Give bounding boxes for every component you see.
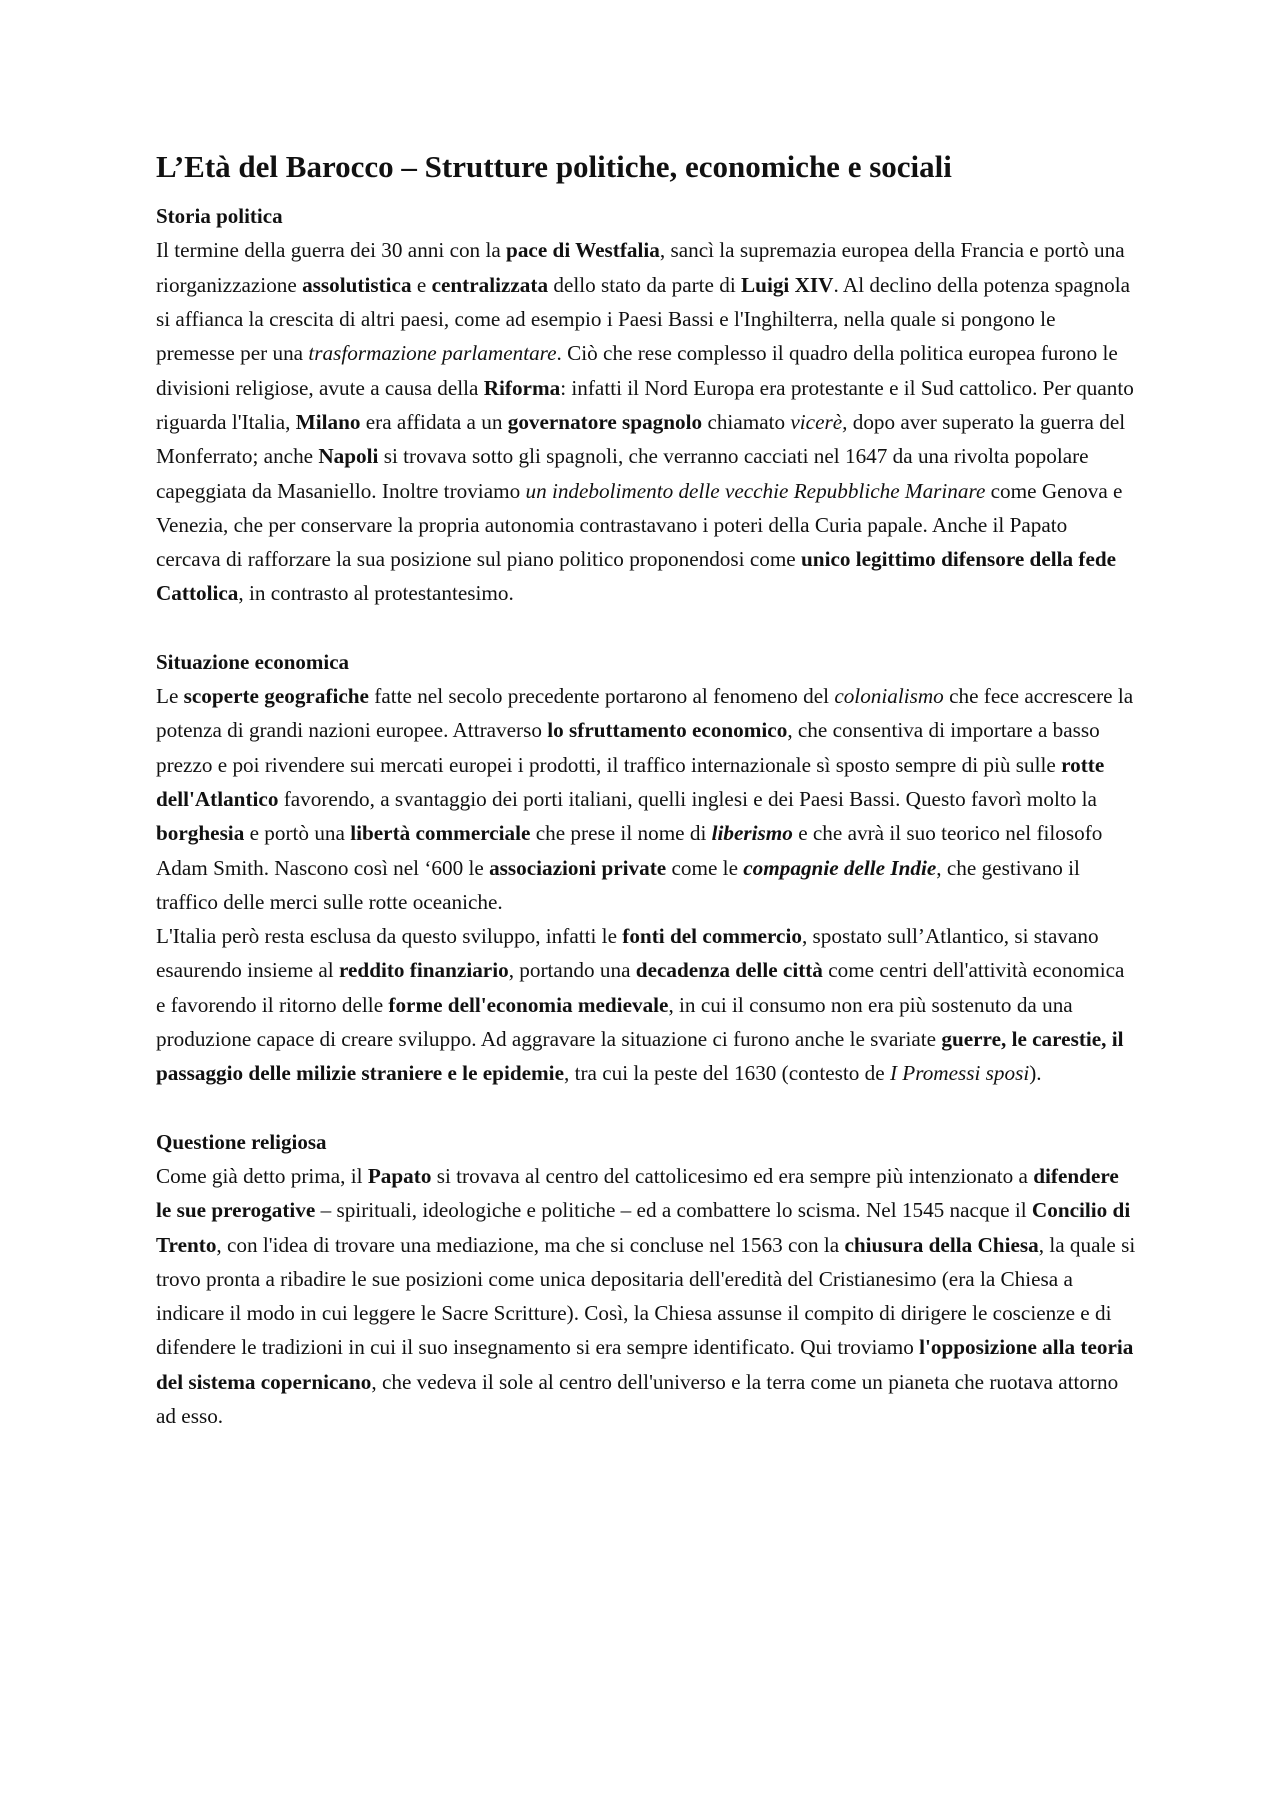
body-text: , in contrasto al protestantesimo. bbox=[238, 581, 514, 606]
bold-text: libertà commerciale bbox=[350, 821, 531, 846]
section-storia-politica bbox=[156, 199, 1136, 611]
document-title: L’Età del Barocco – Strutture politiche, economiche e sociali bbox=[156, 149, 952, 184]
body-text: , tra cui la peste del 1630 (contesto de bbox=[563, 1061, 890, 1086]
italic-text: I Promessi sposi bbox=[889, 1061, 1030, 1086]
body-text: : infatti il Nord Europa era protestante e il Sud cattolico. Per quanto riguarda l'Italia, bbox=[156, 375, 1134, 434]
bold-text: assolutistica bbox=[302, 272, 412, 297]
document-page bbox=[156, 148, 1136, 1467]
bold-italic-text: liberismo bbox=[711, 821, 793, 846]
body-text: e bbox=[411, 272, 432, 297]
body-text: si trovava sotto gli spagnoli, che verranno cacciati nel 1647 da una rivolta popolare capeggiata da Masaniello. Inoltre troviamo bbox=[156, 444, 1089, 503]
section-paragraph bbox=[156, 233, 1136, 610]
body-text: , con l'idea di trovare una mediazione, ma che si concluse nel 1563 con la bbox=[216, 1232, 845, 1257]
italic-text: colonialismo bbox=[834, 684, 944, 709]
bold-text: guerre, le carestie, il passaggio delle milizie straniere e le epidemie bbox=[156, 1027, 1124, 1086]
section-heading: Situazione economica bbox=[156, 649, 350, 674]
body-text: , in cui il consumo non era più sostenuto da una produzione capace di creare sviluppo. Ad aggravare la situazione ci furono anche le svariate bbox=[156, 992, 1073, 1052]
body-text: dello stato da parte di bbox=[548, 272, 742, 297]
body-text: e portò una bbox=[244, 821, 351, 846]
bold-text: l'opposizione alla teoria del sistema copernicano bbox=[156, 1335, 1134, 1394]
section-paragraph bbox=[156, 1159, 1136, 1433]
body-text: come le bbox=[666, 855, 744, 880]
bold-text: fonti del commercio bbox=[622, 924, 802, 949]
body-text: che fece accrescere la potenza di grandi nazioni europee. Attraverso bbox=[156, 684, 1134, 743]
body-text: favorendo, a svantaggio dei porti italiani, quelli inglesi e dei Paesi Bassi. Questo favorì molto la bbox=[278, 786, 1097, 811]
body-text: era affidata a un bbox=[360, 409, 508, 434]
bold-text: centralizzata bbox=[431, 272, 549, 297]
bold-italic-text: compagnie delle Indie bbox=[743, 855, 937, 880]
body-text: , che vedeva il sole al centro dell'universo e la terra come un pianeta che ruotava attorno ad esso. bbox=[156, 1369, 1119, 1428]
body-text: , spostato sull’Atlantico, si stavano esaurendo insieme al bbox=[156, 924, 1099, 983]
body-text: . Ciò che rese complesso il quadro della politica europea furono le divisioni religiose, avute a causa della bbox=[156, 341, 1118, 400]
body-text: – spirituali, ideologiche e politiche – ed a combattere lo scisma. Nel 1545 nacque il bbox=[315, 1198, 1032, 1223]
section-situazione-economica bbox=[156, 645, 1136, 1091]
body-text: ). bbox=[1029, 1061, 1042, 1086]
body-text: e che avrà il suo teorico nel filosofo Adam Smith. Nascono così nel ‘600 le bbox=[156, 821, 1103, 880]
bold-text: Milano bbox=[295, 409, 361, 434]
bold-text: Concilio di Trento bbox=[156, 1198, 1131, 1257]
bold-text: unico legittimo difensore della fede Cattolica bbox=[156, 547, 1117, 606]
bold-text: Luigi XIV bbox=[741, 272, 834, 297]
bold-text: pace di Westfalia bbox=[506, 238, 660, 263]
body-text: chiamato bbox=[702, 409, 791, 434]
italic-text: un indebolimento delle vecchie Repubbliche Marinare bbox=[525, 478, 986, 503]
bold-text: borghesia bbox=[156, 821, 245, 846]
bold-text: chiusura della Chiesa bbox=[844, 1232, 1039, 1257]
bold-text: reddito finanziario bbox=[338, 958, 509, 983]
body-text: L'Italia però resta esclusa da questo sviluppo, infatti le bbox=[156, 924, 623, 949]
body-text: che prese il nome di bbox=[530, 821, 712, 846]
body-text: come Genova e Venezia, che per conservare la propria autonomia contrastavano i poteri della Curia papale. Anche il Papato cercava di rafforzare la sua posizione sul piano politico proponendosi come bbox=[156, 478, 1123, 572]
body-text: fatte nel secolo precedente portarono al fenomeno del bbox=[368, 684, 835, 709]
bold-text: forme dell'economia medievale bbox=[388, 992, 669, 1017]
body-text: Il termine della guerra dei 30 anni con la bbox=[156, 238, 507, 263]
bold-text: lo sfruttamento economico bbox=[547, 718, 788, 743]
bold-text: rotte dell'Atlantico bbox=[156, 752, 1105, 811]
body-text: Le bbox=[156, 684, 184, 709]
body-text: come centri dell'attività economica e favorendo il ritorno delle bbox=[156, 958, 1125, 1017]
bold-text: decadenza delle città bbox=[635, 958, 823, 983]
italic-text: trasformazione parlamentare bbox=[308, 341, 557, 366]
bold-text: Napoli bbox=[318, 444, 379, 469]
bold-text: associazioni private bbox=[489, 855, 667, 880]
bold-text: scoperte geografiche bbox=[183, 684, 369, 709]
body-text: . Al declino della potenza spagnola si affianca la crescita di altri paesi, come ad esempio i Paesi Bassi e l'Inghilterra, nella quale si pongono le premesse per una bbox=[156, 272, 1130, 366]
bold-text: Riforma bbox=[483, 375, 561, 400]
section-heading: Questione religiosa bbox=[156, 1129, 327, 1154]
body-text: , la quale si trovo pronta a ribadire le sue posizioni come unica depositaria dell'eredità del Cristianesimo (era la Chiesa a indicare il modo in cui leggere le Sacre Scritture). Così, la Chiesa assunse il compito di dirigere le coscienze e di difendere le tradizioni in cui il suo insegnamento si era sempre identificato. Qui troviamo bbox=[156, 1232, 1136, 1360]
body-text: si trovava al centro del cattolicesimo ed era sempre più intenzionato a bbox=[431, 1163, 1034, 1188]
body-text: Come già detto prima, il bbox=[156, 1163, 368, 1188]
section-heading: Storia politica bbox=[156, 204, 283, 229]
section-paragraph bbox=[156, 679, 1136, 1091]
bold-text: governatore spagnolo bbox=[507, 409, 703, 434]
bold-text: Papato bbox=[367, 1163, 432, 1188]
body-text: , che gestivano il traffico delle merci sulle rotte oceaniche. bbox=[156, 855, 1080, 914]
body-text: , sancì la supremazia europea della Francia e portò una riorganizzazione bbox=[156, 238, 1125, 297]
body-text: dopo aver superato la guerra del Monferrato; anche bbox=[156, 409, 1126, 469]
bold-text: difendere le sue prerogative bbox=[156, 1163, 1119, 1223]
body-text: , portando una bbox=[508, 958, 636, 983]
section-questione-religiosa bbox=[156, 1125, 1136, 1434]
body-text: , che consentiva di importare a basso prezzo e poi rivendere sui mercati europei i prodotti, il traffico internazionale sì sposto sempre di più sulle bbox=[156, 718, 1100, 777]
italic-text: vicerè, bbox=[790, 409, 848, 434]
